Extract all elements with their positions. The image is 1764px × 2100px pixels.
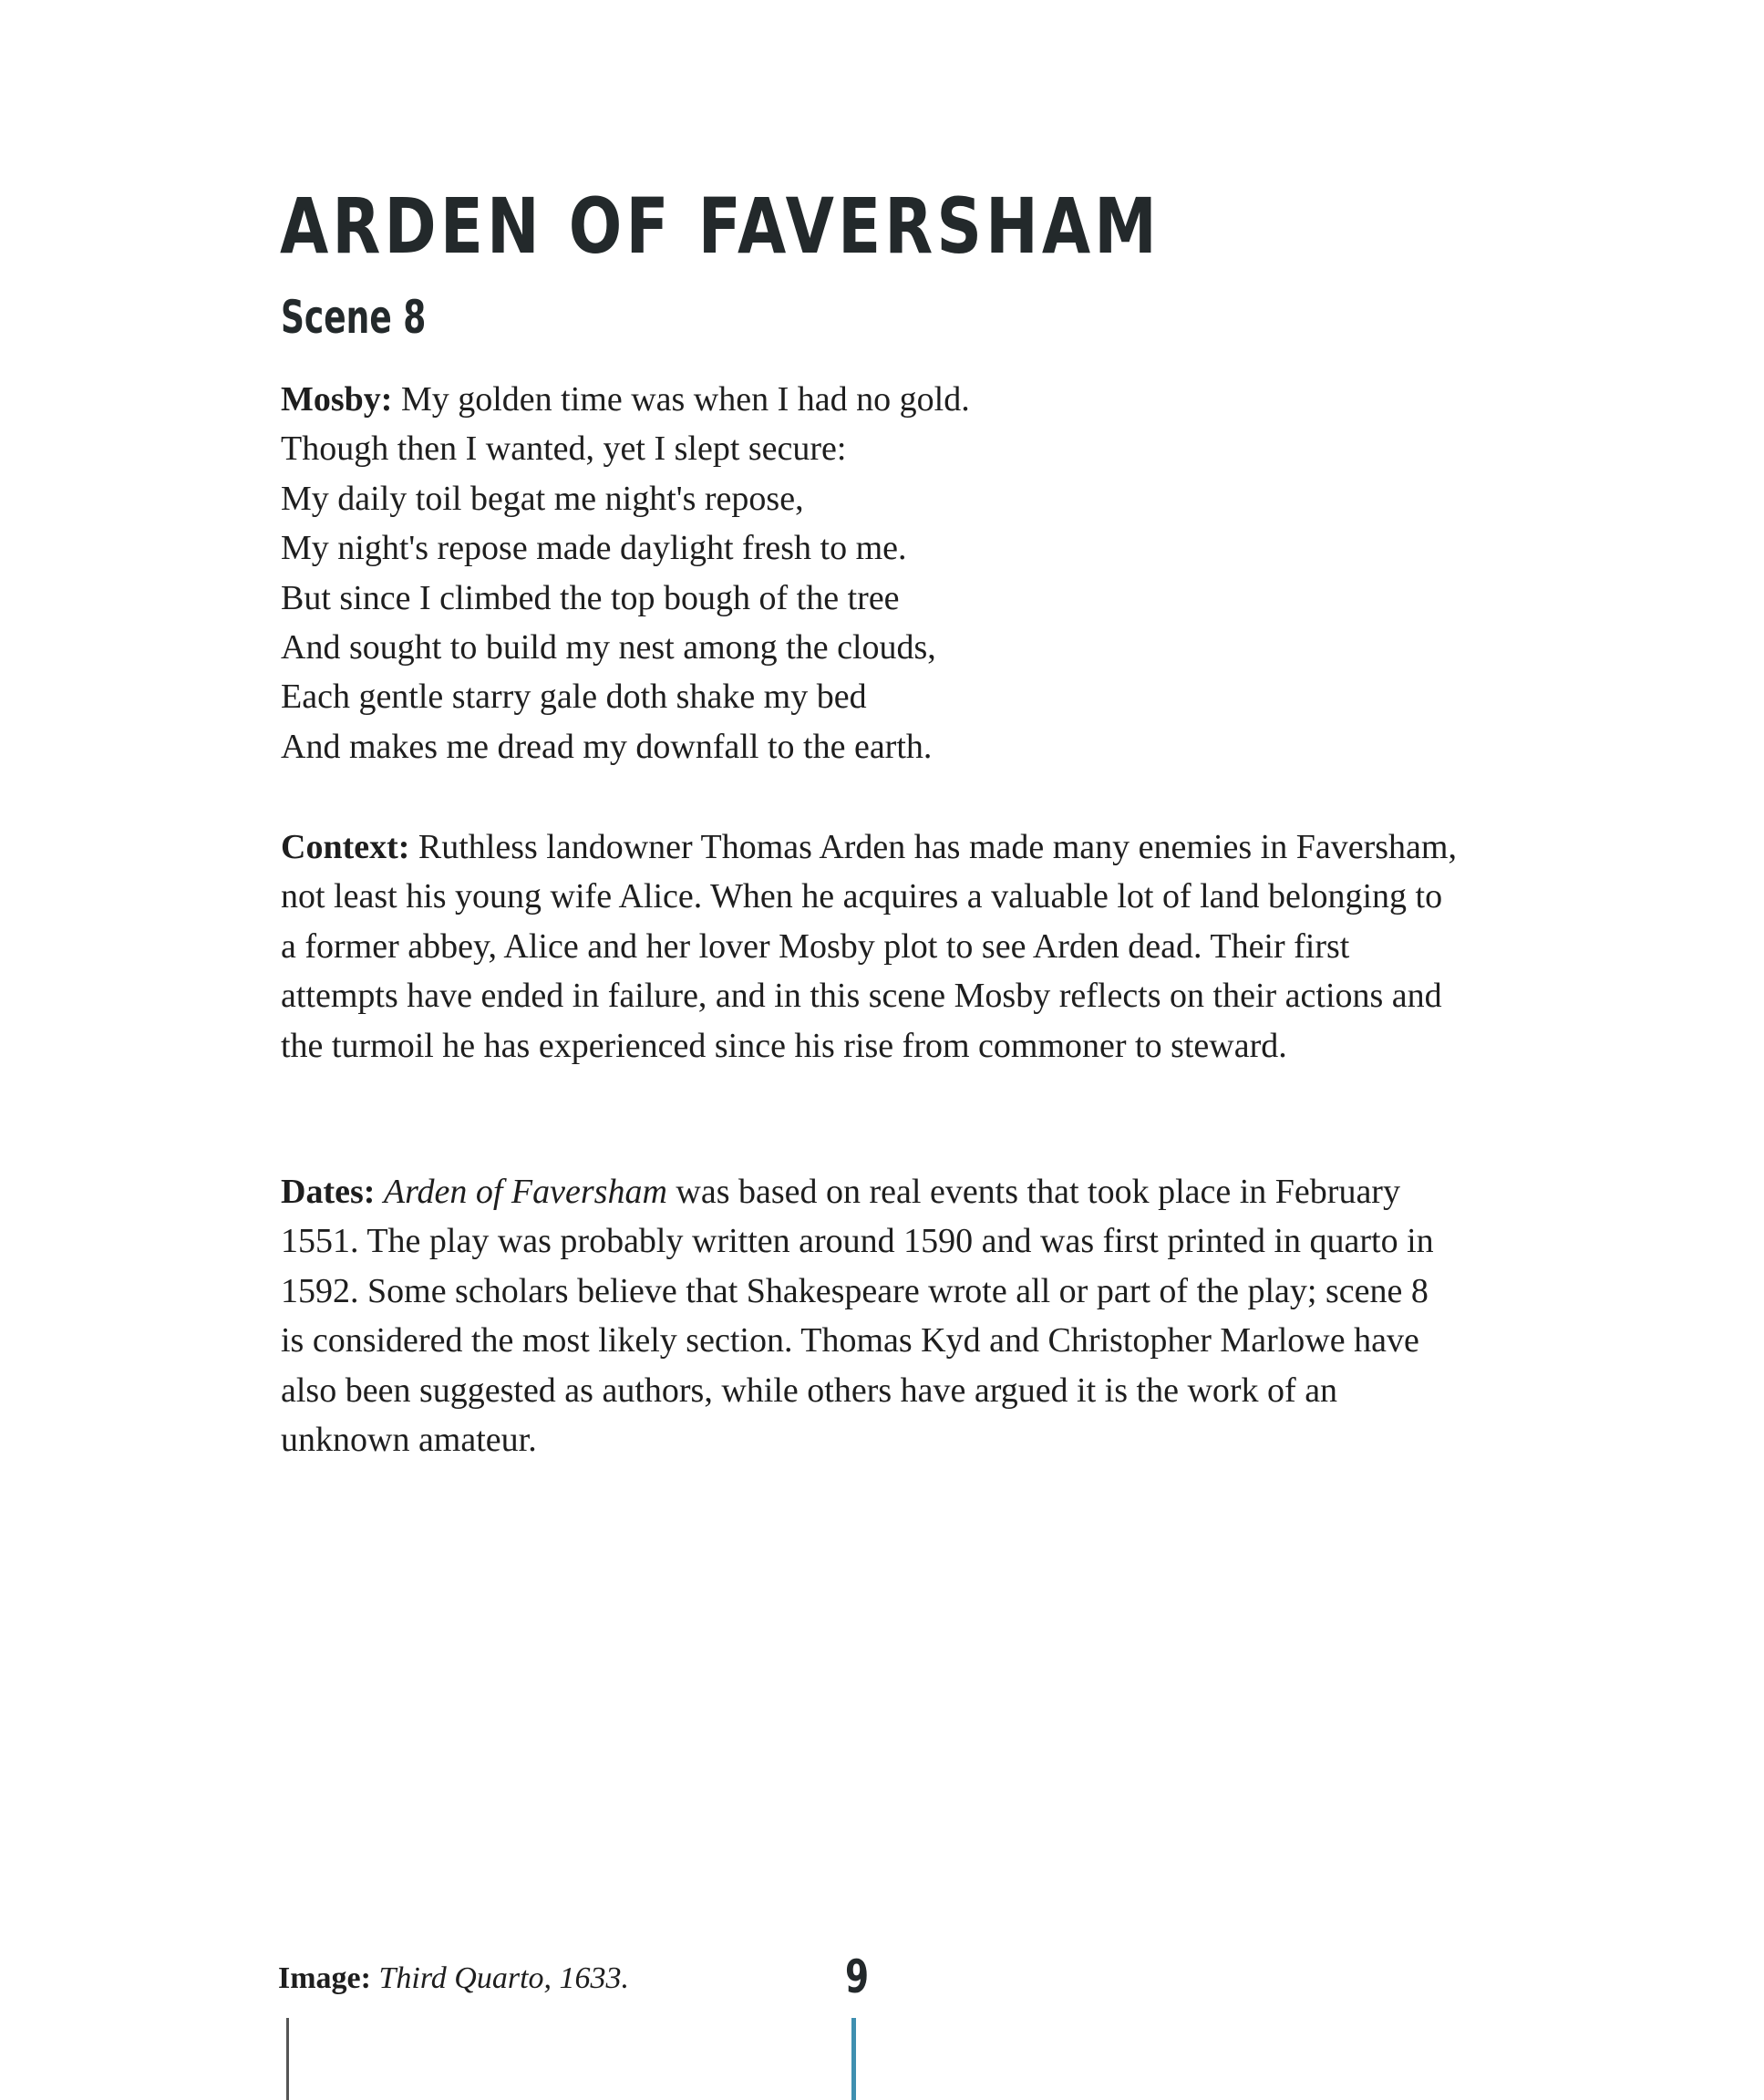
verse-line-text: My golden time was when I had no gold. — [400, 380, 970, 419]
verse-line: Each gentle starry gale doth shake my bed — [281, 678, 867, 717]
context-label: Context: — [281, 828, 410, 866]
image-credit-caption: Third Quarto, 1633. — [378, 1961, 630, 1995]
page-number: 9 — [845, 1950, 870, 2003]
play-title-italic: Arden of Faversham — [383, 1173, 667, 1211]
verse-line: My daily toil begat me night's repose, — [281, 479, 804, 518]
verse-block — [281, 375, 1466, 771]
dates-text: was based on real events that took place in February 1551. The play was probably written around 1590 and was first printed in quarto in 1592. Some scholars believe that Shakespeare wrote all or part of the play; scene 8 is considered the most likely section. Thomas Kyd and Christopher Marlowe have also been suggested as authors, while others have argued it is the work of an unknown amateur. — [281, 1173, 1434, 1460]
verse-line: And sought to build my nest among the clouds, — [281, 628, 936, 667]
verse-line: But since I climbed the top bough of the tree — [281, 578, 900, 617]
left-margin-rule — [286, 2018, 289, 2100]
verse-line: My night's repose made daylight fresh to me. — [281, 529, 907, 568]
image-credit-label: Image: — [278, 1961, 371, 1995]
verse-line: And makes me dread my downfall to the earth. — [281, 727, 933, 766]
page-title: ARDEN OF FAVERSHAM — [280, 181, 1161, 271]
speaker-label: Mosby: — [281, 380, 393, 419]
verse-line: Though then I wanted, yet I slept secure: — [281, 429, 847, 469]
context-text: Ruthless landowner Thomas Arden has made many enemies in Faversham, not least his young wife Alice. When he acquires a valuable lot of land belonging to a former abbey, Alice and her lover Mosby plot to see Arden dead. Their first attempts have ended in failure, and in this scene Mosby reflects on their actions and the turmoil he has experienced since his rise from commoner to steward. — [281, 828, 1457, 1065]
scene-subtitle: Scene 8 — [281, 291, 427, 344]
image-credit — [278, 1959, 629, 1999]
dates-paragraph — [281, 1167, 1457, 1464]
dates-label: Dates: — [281, 1173, 376, 1211]
context-paragraph — [281, 822, 1457, 1071]
accent-rule — [851, 2018, 856, 2100]
verse-line — [281, 375, 1466, 424]
